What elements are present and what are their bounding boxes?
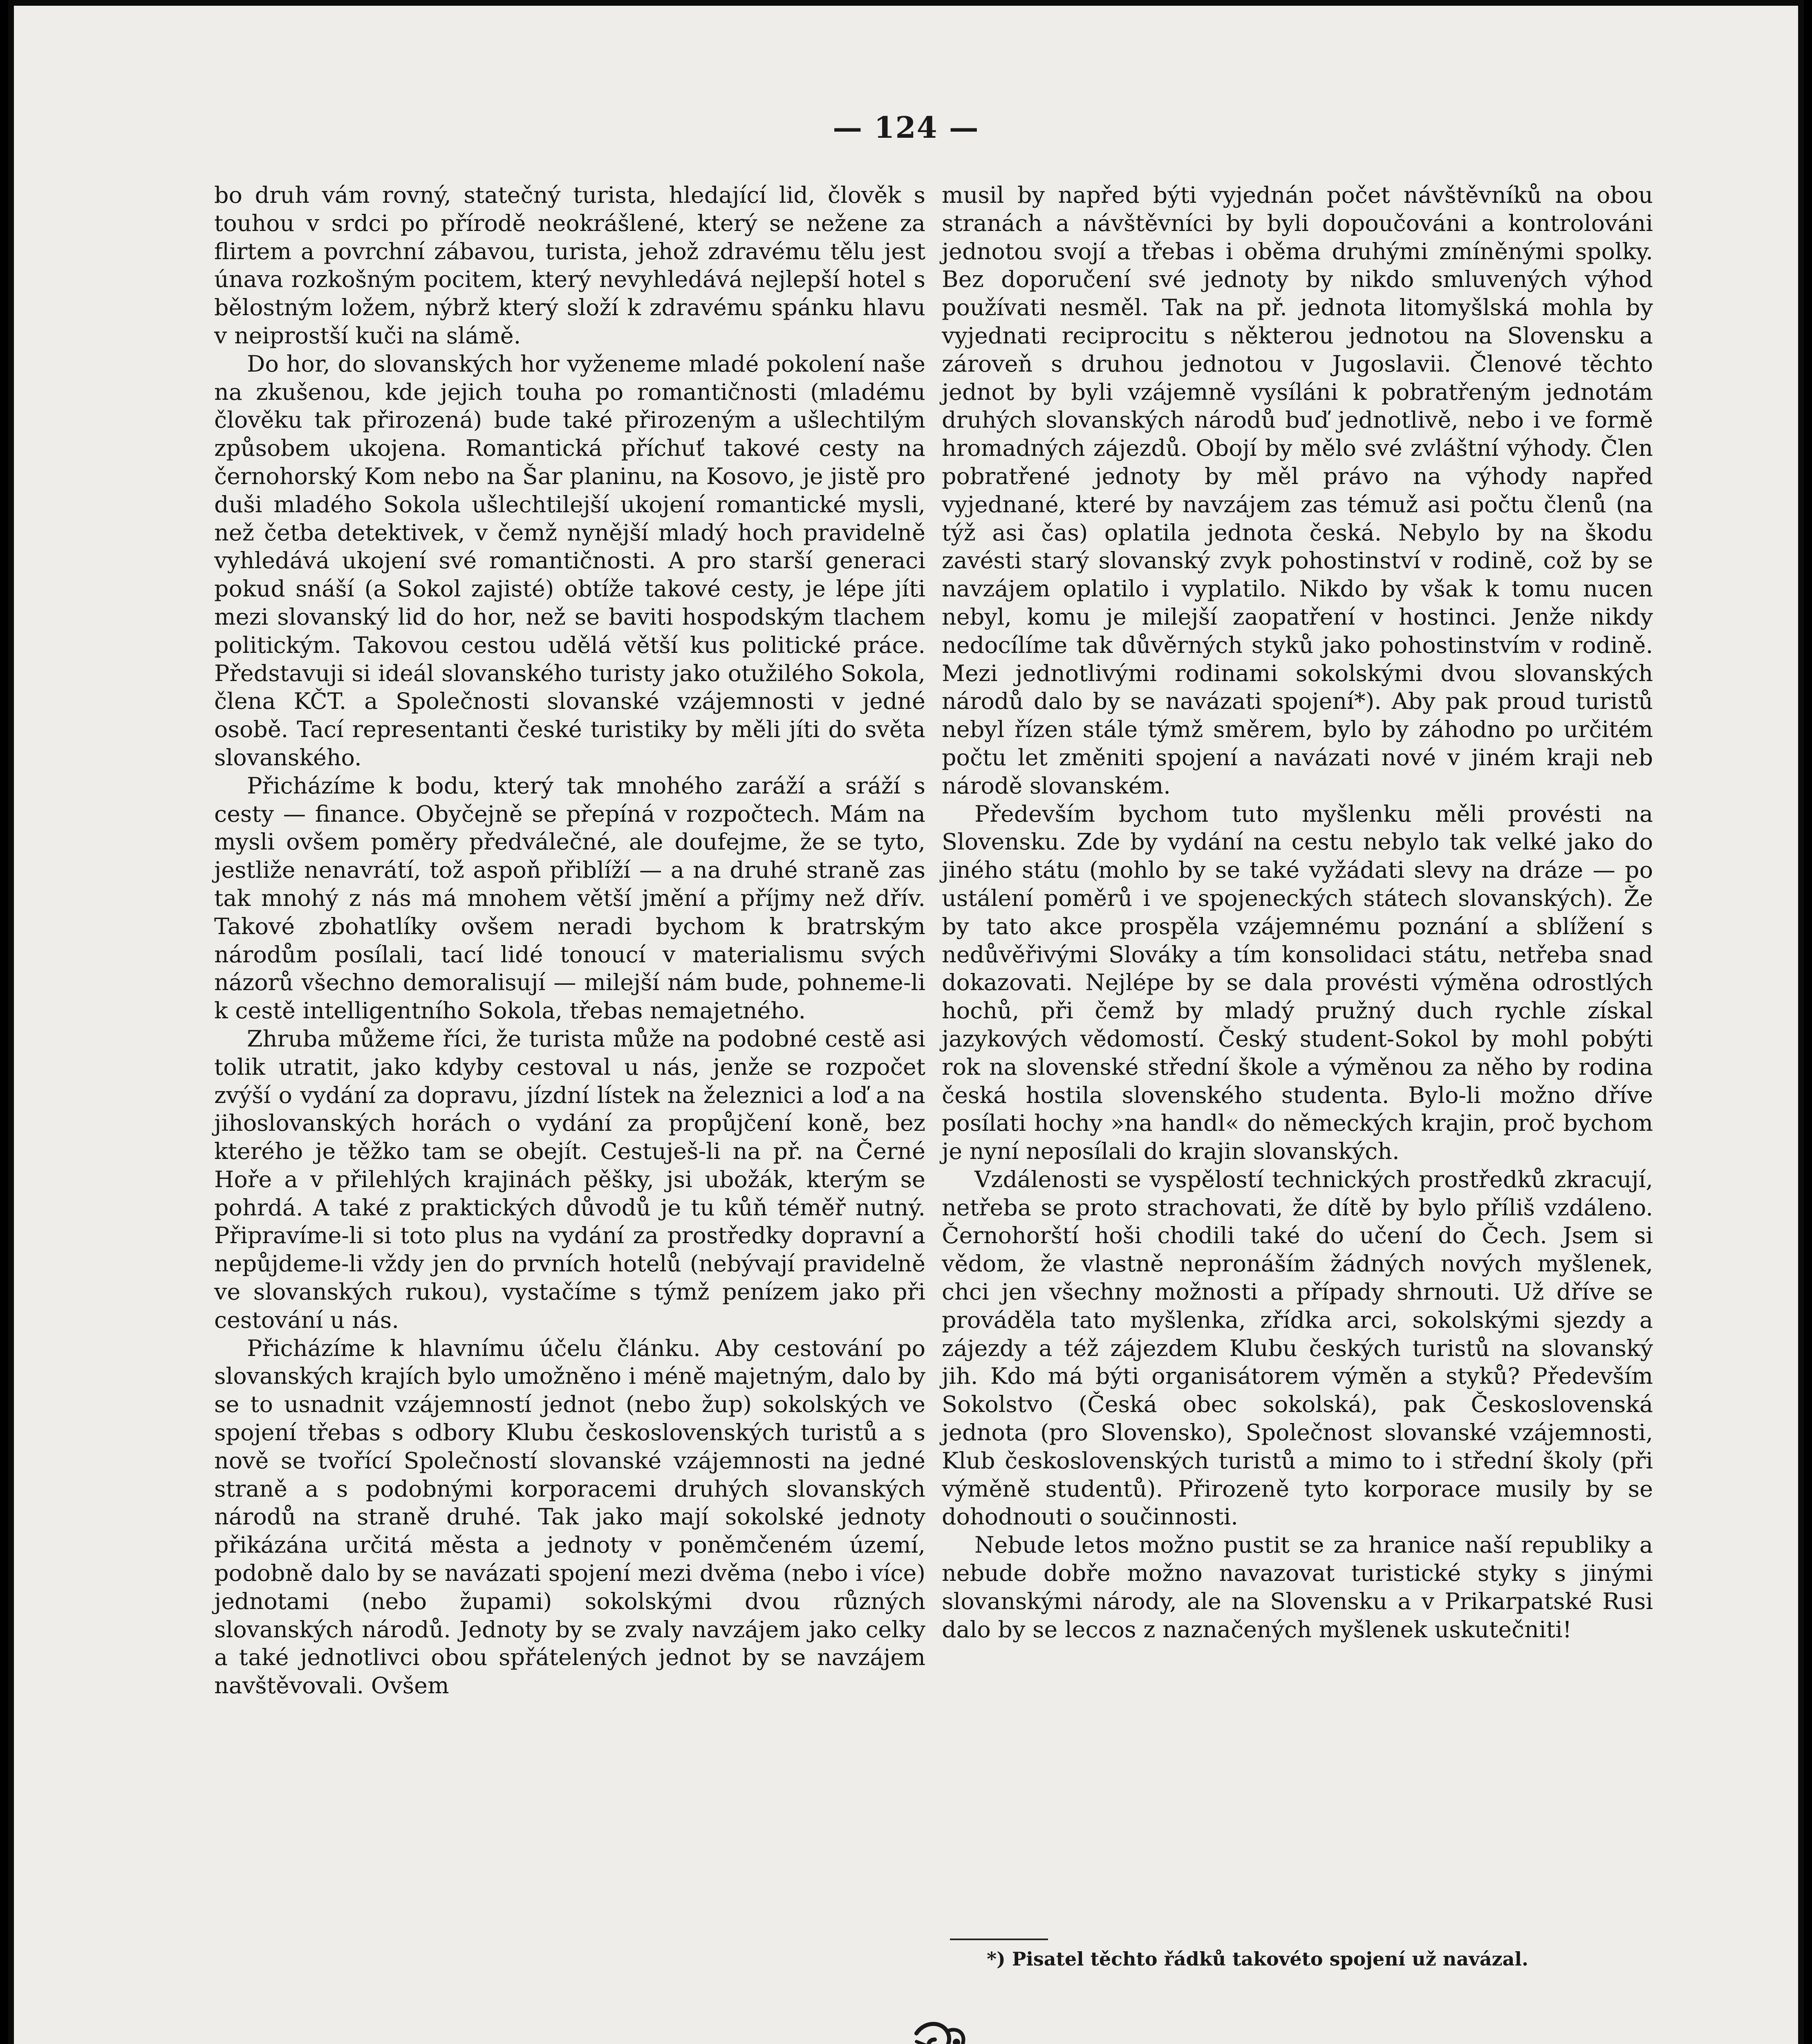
right-column: [942, 182, 1653, 1644]
paragraph: bo druh vám rovný, statečný turista, hledající lid, člověk s touhou v srdci po přírodě neokrášlené, který se nežene za flirtem a povrchní zábavou, turista, jehož zdravému tělu jest únava rozkošným pocitem, který nevyhledává nejlepší hotel s bělostným ložem, nýbrž který složí k zdravému spánku hlavu v neiprostší kuči na slámě.: [214, 182, 925, 349]
floral-ornament-icon: [908, 2017, 970, 2044]
paragraph: Přicházíme k bodu, který tak mnohého zaráží a sráží s cesty — finance. Obyčejně se přepíná v rozpočtech. Mám na mysli ovšem poměry předválečné, ale doufejme, že se tyto, jestliže nenavrátí, tož aspoň přiblíží — a na druhé straně zas tak mnohý z nás má mnohem větší jmění a příjmy než dřív. Takové zbohatlíky ovšem neradi bychom k bratrským národům posílali, tací lidé tonoucí v materialismu svých názorů všechno demoralisují — milejší nám bude, pohneme-li k cestě intelligentního Sokola, třebas nemajetného.: [214, 772, 925, 1024]
paragraph: Vzdálenosti se vyspělostí technických prostředků zkracují, netřeba se proto strachovati, že dítě by bylo příliš vzdáleno. Černohorští hoši chodili také do učení do Čech. Jsem si vědom, že vlastně nepronáším žádných nových myšlenek, chci jen všechny možnosti a případy shrnouti. Už dříve se prováděla tato myšlenka, zřídka arci, sokolskými sjezdy a zájezdy a též zájezdem Klubu českých turistů na slovanský jih. Kdo má býti organisátorem výměn a styků? Především Sokolstvo (Česká obec sokolská), pak Československá jednota (pro Slovensko), Společnost slovanské vzájemnosti, Klub československých turistů a mimo to i střední školy (při výměně studentů). Přirozeně tyto korporace musily by se dohodnouti o součinnosti.: [942, 1166, 1653, 1531]
footnote: *) Pisatel těchto řádků takovéto spojení už navázal.: [987, 1948, 1528, 1970]
paragraph: musil by napřed býti vyjednán počet návštěvníků na obou stranách a návštěvníci by byli dopoučováni a kontrolováni jednotou svojí a třebas i oběma druhými zmíněnými spolky. Bez doporučení své jednoty by nikdo smluvených výhod používati nesměl. Tak na př. jednota litomyšlská mohla by vyjednati reciprocitu s některou jednotou na Slovensku a zároveň s druhou jednotou v Jugoslavii. Členové těchto jednot by byli vzájemně vysíláni k pobratřeným jednotám druhých slovanských národů buď jednotlivě, nebo i ve formě hromadných zájezdů. Obojí by mělo své zvláštní výhody. Člen pobratřené jednoty by měl právo na výhody napřed vyjednané, které by navzájem zas témuž asi počtu členů (na týž asi čas) oplatila jednota česká. Nebylo by na škodu zavésti starý slovanský zvyk pohostinství v rodině, což by se navzájem oplatilo i vyplatilo. Nikdo by však k tomu nucen nebyl, komu je milejší zaopatření v hostinci. Jenže nikdy nedocílíme tak důvěrných styků jako pohostinstvím v rodině. Mezi jednotlivými rodinami sokolskými dvou slovanských národů dalo by se navázati spojení*). Aby pak proud turistů nebyl řízen stále týmž směrem, bylo by záhodno po určitém počtu let změniti spojení a navázati nové v jiném kraji neb národě slovanském.: [942, 182, 1653, 799]
page: [8, 0, 1804, 2044]
paragraph: Do hor, do slovanských hor vyženeme mladé pokolení naše na zkušenou, kde jejich touha po romantičnosti (mladému člověku tak přirozená) bude také přirozeným a ušlechtilým způsobem ukojena. Romantická příchuť takové cesty na černohorský Kom nebo na Šar planinu, na Kosovo, je jistě pro duši mladého Sokola ušlechtilejší ukojení romantické mysli, než četba detektivek, v čemž nynější mladý hoch pravidelně vyhledává ukojení své romantičnosti. A pro starší generaci pokud snáší (a Sokol zajisté) obtíže takové cesty, je lépe jíti mezi slovanský lid do hor, než se baviti hospodským tlachem politickým. Takovou cestou udělá větší kus politické práce. Představuji si ideál slovanského turisty jako otužilého Sokola, člena KČT. a Společnosti slovanské vzájemnosti v jedné osobě. Tací representanti české turistiky by měli jíti do světa slovanského.: [214, 350, 925, 771]
footnote-divider: [950, 1939, 1048, 1940]
page-number: — 124 —: [833, 110, 979, 145]
paragraph: Nebude letos možno pustit se za hranice naší republiky a nebude dobře možno navazovat turistické styky s jinými slovanskými národy, ale na Slovensku a v Prikarpatské Rusi dalo by se leccos z naznačených myšlenek uskutečniti!: [942, 1532, 1653, 1643]
paragraph: Především bychom tuto myšlenku měli provésti na Slovensku. Zde by vydání na cestu nebylo tak velké jako do jiného státu (mohlo by se také vyžádati slevy na dráze — po ustálení poměrů i ve spojeneckých státech slovanských). Že by tato akce prospěla vzájemnému poznání a sblížení s nedůvěřivými Slováky a tím konsolidaci státu, netřeba snad dokazovati. Nejlépe by se dala provésti výměna odrostlých hochů, při čemž by mladý pružný duch rychle získal jazykových vědomostí. Český student-Sokol by mohl pobýti rok na slovenské střední škole a výměnou za něho by rodina česká hostila slovenského studenta. Bylo-li možno dříve posílati hochy »na handl« do německých krajin, proč bychom je nyní neposílali do krajin slovanských.: [942, 800, 1653, 1165]
paragraph: Zhruba můžeme říci, že turista může na podobné cestě asi tolik utratit, jako kdyby cestoval u nás, jenže se rozpočet zvýší o vydání za dopravu, jízdní lístek na železnici a loď a na jihoslovanských horách o vydání za propůjčení koně, bez kterého je těžko tam se obejít. Cestuješ-li na př. na Černé Hoře a v přilehlých krajinách pěšky, jsi ubožák, kterým se pohrdá. A také z praktických důvodů je tu kůň téměř nutný. Připravíme-li si toto plus na vydání za prostředky dopravní a nepůjdeme-li vždy jen do prvních hotelů (nebývají pravidelně ve slovanských rukou), vystačíme s týmž penízem jako při cestování u nás.: [214, 1025, 925, 1334]
paragraph: Přicházíme k hlavnímu účelu článku. Aby cestování po slovanských krajích bylo umožněno i méně majetným, dalo by se to usnadnit vzájemností jednot (nebo žup) sokolských ve spojení třebas s odbory Klubu československých turistů a s nově se tvořící Společností slovanské vzájemnosti na jedné straně a s podobnými korporacemi druhých slovanských národů na straně druhé. Tak jako mají sokolské jednoty přikázána určitá města a jednoty v poněmčeném území, podobně dalo by se navázati spojení mezi dvěma (nebo i více) jednotami (nebo župami) sokolskými dvou různých slovanských národů. Jednoty by se zvaly navzájem jako celky a také jednotlivci obou spřátelených jednot by se navzájem navštěvovali. Ovšem: [214, 1335, 925, 1699]
left-column: [214, 182, 925, 1700]
